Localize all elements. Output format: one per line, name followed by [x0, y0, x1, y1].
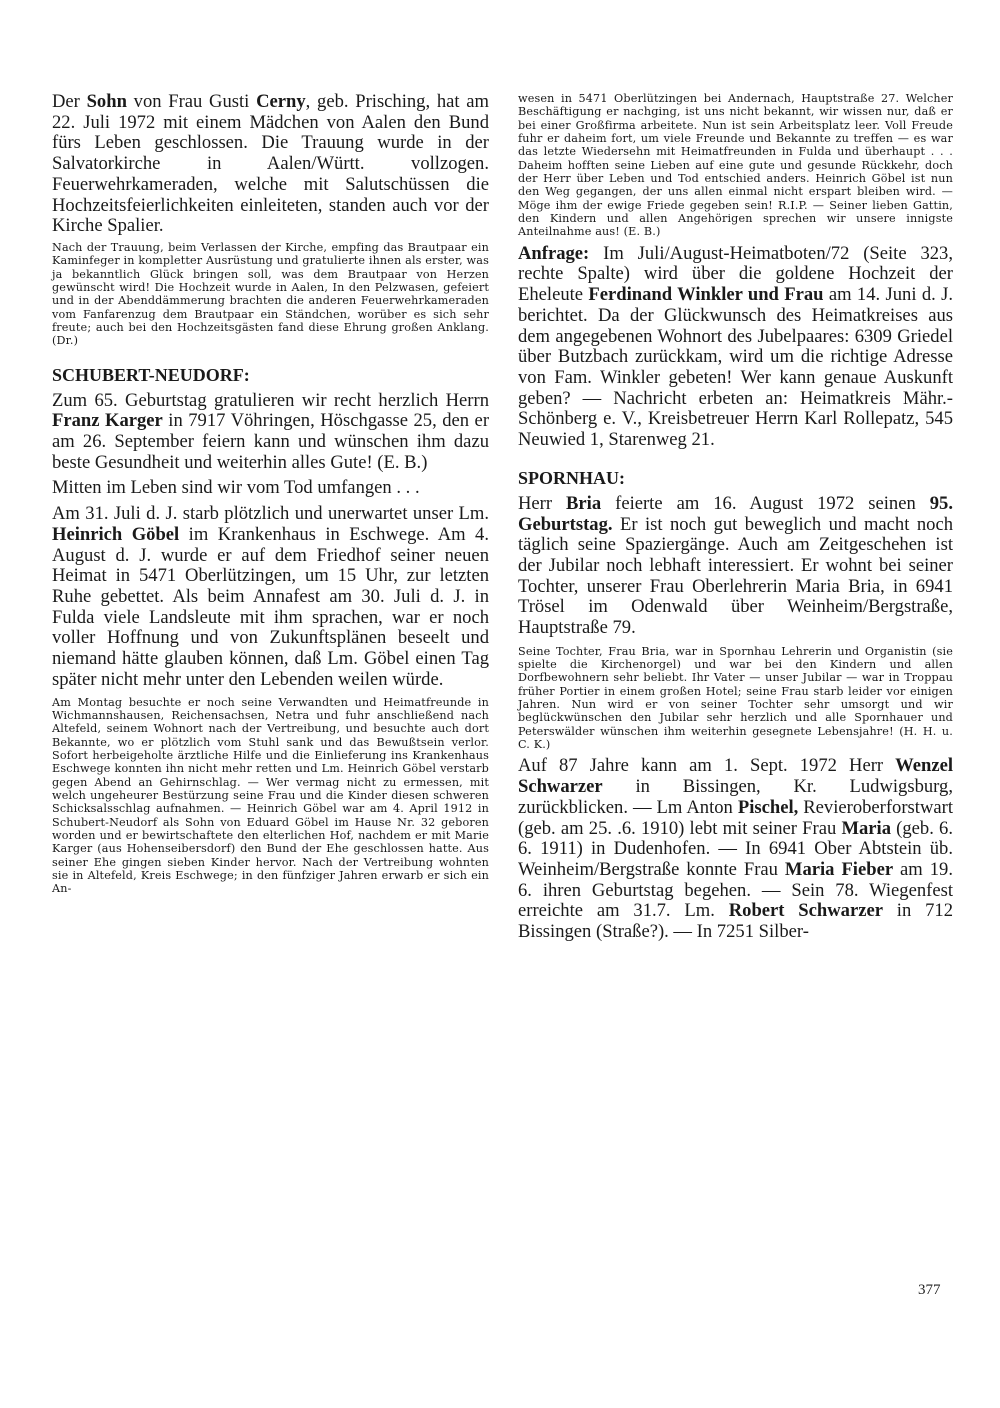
emphasized-name: Anfrage:	[518, 242, 590, 264]
section-heading-schubert-neudorf: SCHUBERT-NEUDORF:	[52, 364, 250, 385]
emphasized-name: 95. Geburtstag.	[518, 492, 953, 535]
obituary-continued: wesen in 5471 Oberlützingen bei Andernach, Hauptstraße 27. Welcher Beschäftigung er nachging, ist uns nicht bekannt, wir wissen nur, daß er bei einer Großfirma arbeitete. Nun ist sein Arbeitsplatz leer. Voll Freude fuhr er daheim fort, um viele Freunde und Bekannte zu treffen — es war das letzte Wiedersehn mit Heimatfreunden in Fulda und überhaupt . . . Daheim hofften seine Lieben auf eine gute und gesunde Rückkehr, doch der Herr über Leben und Tod entschied anders. Heinrich Göbel ist nun den Weg gegangen, der uns allen einmal nicht erspart bleiben wird. — Möge ihm der ewige Friede gegeben sein! R.I.P. — Seiner lieben Gattin, den Kindern und allen Angehörigen sprechen wir unsere innigste Anteilnahme aus! (E. B.)	[518, 92, 953, 239]
page-number: 377	[918, 1282, 941, 1298]
emphasized-name: Maria	[841, 817, 891, 839]
section-heading-spornhau: SPORNHAU:	[518, 467, 625, 488]
bria-detail: Seine Tochter, Frau Bria, war in Spornhau Lehrerin und Organistin (sie spielte die Kirchenorgel) und war bei den Kindern und allen Dorfbewohnern sehr beliebt. Ihr Vater — unser Jubilar — war in Troppau früher Portier in einem großen Hotel; seine Frau starb leider vor einigen Jahren. Nun wird er von seiner Tochter sehr umsorgt und wir beglückwünschen den Jubilar sehr herzlich und alle Spornhauer und Peterswälder wünschen ihm weiterhin gesegnete Lebensjahre! (H. H. u. C. K.)	[518, 644, 953, 752]
emphasized-name: Heinrich Göbel	[52, 523, 180, 545]
emphasized-name: Ferdinand Winkler und Frau	[588, 284, 824, 306]
wedding-announcement: Der Sohn von Frau Gusti Cerny, geb. Prisching, hat am 22. Juli 1972 mit einem Mädchen von Aalen den Bund fürs Leben geschlossen. Die Trauung wurde in der Salvatorkirche in Aalen/Württ. vollzogen. Feuerwehrkameraden, welche mit Salutschüssen die Hochzeitsfeierlichkeiten einleiteten, standen auch vor der Kirche Spalier.	[52, 91, 490, 237]
emphasized-name: Wenzel Schwarzer	[518, 755, 953, 798]
obituary-motto: Mitten im Leben sind wir vom Tod umfangen . . .	[52, 477, 420, 499]
emphasized-name: Robert Schwarzer	[728, 900, 883, 922]
birthday-franz-karger: Zum 65. Geburtstag gratulieren wir recht herzlich Herrn Franz Karger in 7917 Vöhringen, Höschgasse 25, den er am 26. September feiern kann und wünschen ihm dazu beste Gesundheit und weiterhin alles Gute! (E. B.)	[52, 389, 490, 473]
left-column	[52, 92, 489, 896]
emphasized-name: Maria Fieber	[784, 859, 894, 880]
birthday-bria: Herr Bria feierte am 16. August 1972 seinen 95. Geburtstag. Er ist noch gut beweglich und macht noch täglich seine Spaziergänge. Auch am Zeitgeschehen ist der Jubilar noch lebhaft interessiert. Er wohnt bei seiner Tochter, unserer Frau Oberlehrerin Maria Bria, in 6941 Trösel im Odenwald über Weinheim/Bergstraße, Hauptstraße 79.	[518, 492, 953, 639]
emphasized-name: Franz Karger	[52, 410, 163, 432]
right-column	[518, 92, 953, 943]
emphasized-name: Pischel,	[737, 796, 799, 818]
emphasized-name: Cerny	[256, 91, 306, 112]
emphasized-name: Sohn	[86, 91, 127, 112]
obituary-heinrich-goebel: Am 31. Juli d. J. starb plötzlich und unerwartet unser Lm. Heinrich Göbel im Krankenhaus in Eschwege. Am 4. August d. J. wurde er auf dem Friedhof seiner neuen Heimat in 5471 Oberlützingen, um 15 Uhr, zur letzten Ruhe gebettet. Als beim Annafest am 30. Juli d. J. in Fulda viele Landsleute mit ihm sprachen, war er noch voller Hoffnung und von Zukunftsplänen beseelt und niemand hätte glauben können, daß Lm. Göbel einen Tag später nicht mehr unter den Lebenden weilen würde.	[52, 503, 489, 690]
anniversaries-list: Auf 87 Jahre kann am 1. Sept. 1972 Herr Wenzel Schwarzer in Bissingen, Kr. Ludwigsburg, zurückblicken. — Lm Anton Pischel, Revieroberforstwart (geb. am 25. .6. 1910) lebt mit seiner Frau Maria (geb. 6. 6. 1911) in Dudenhofen. — In 6941 Ober Abtstein üb. Weinheim/Bergstraße konnte Frau Maria Fieber am 19. 6. ihren Geburtstag begehen. — Sein 78. Wiegenfest erreichte am 31.7. Lm. Robert Schwarzer in 712 Bissingen (Straße?). — In 7251 Silber-	[518, 755, 954, 943]
inquiry-winkler: Anfrage: Im Juli/August-Heimatboten/72 (Seite 323, rechte Spalte) wird über die goldene Hochzeit der Eheleute Ferdinand Winkler und Frau am 14. Juni d. J. berichtet. Da der Glückwunsch des Heimatkreises aus dem angegebenen Wohnort des Jubelpaares: 6309 Griedel über Butzbach zurückkam, wird um die richtige Adresse von Fam. Winkler gebeten! Wer kann genaue Auskunft geben? — Nachricht erbeten an: Heimatkreis Mähr.-Schönberg e. V., Kreisbetreuer Herrn Karl Rollepatz, 545 Neuwied 1, Starenweg 21.	[518, 242, 953, 451]
emphasized-name: Bria	[566, 492, 602, 514]
wedding-detail: Nach der Trauung, beim Verlassen der Kirche, empfing das Brautpaar ein Kaminfeger in kompletter Ausrüstung und gratulierte ihnen als erster, was ja bekanntlich Glück bringen soll, was dem Brautpaar von Herzen gewünscht wird! Die Hochzeit wurde in Aalen, In den Pelzwasen, gefeiert und in der Abenddämmerung brachten die anderen Feuerwehrkameraden vom Fanfarenzug dem Brautpaar ein Ständchen, worüber es sich sehr freute; auch bei den Hochzeitsgästen fand diese Ehrung großen Anklang. (Dr.)	[52, 240, 489, 348]
obituary-detail: Am Montag besuchte er noch seine Verwandten und Heimatfreunde in Wichmannshausen, Reichensachsen, Netra und fuhr anschließend nach Altefeld, seinem Wohnort nach der Vertreibung, und besuchte auch dort Bekannte, wo er plötzlich vom Stuhl sank und das Bewußtsein verlor. Sofort herbeigeholte ärztliche Hilfe und die Einlieferung ins Krankenhaus Eschwege konnten ihn nicht mehr retten und Lm. Heinrich Göbel verstarb gegen Abend an Gehirnschlag. — Wer vermag nicht zu ermessen, mit welch ungeheurer Bestürzung seine Frau und die Kinder diesen schweren Schicksalsschlag aufnahmen. — Heinrich Göbel war am 4. April 1912 in Schubert-Neudorf als Sohn von Eduard Göbel im Hause Nr. 32 geboren worden und er bewirtschaftete den elterlichen Hof, nachdem er mit Marie Karger (aus Hohenseibersdorf) den Bund der Ehe geschlossen hatte. Aus seiner Ehe gingen sieben Kinder hervor. Nach der Vertreibung wohnten sie in Altefeld, Kreis Eschwege; in den fünfziger Jahren erwarb er sich ein An-	[52, 695, 489, 896]
